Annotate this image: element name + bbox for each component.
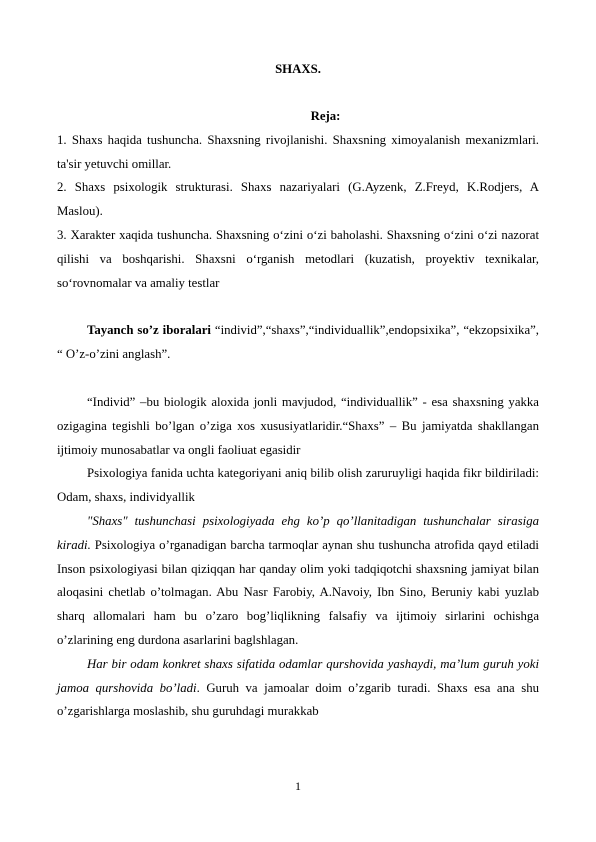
paragraph-group-text: . Guruh va jamoalar doim o’zgarib turadi. Shaxs esa ana shu o’zgarishlarga moslashib, shu guruhdagi murakkab bbox=[57, 680, 539, 719]
page-number: 1 bbox=[295, 779, 301, 793]
document-title: SHAXS. bbox=[275, 62, 321, 76]
keywords-text: “individ”,“shaxs”,“individuallik”,endopsixika”, “ekzopsixika”, “ O’z-o’zini anglash”. bbox=[57, 323, 540, 362]
paragraph-group bbox=[57, 653, 539, 724]
plan-item-2: 2. Shaxs psixologik strukturasi. Shaxs nazariyalari (G.Ayzenk, Z.Freyd, K.Rodjers, A Maslou). bbox=[57, 180, 539, 219]
paragraph-group-italic: Har bir odam konkret shaxs sifatida odamlar qurshovida yashaydi, ma’lum guruh yoki jamoa qurshovida bo’ladi bbox=[57, 656, 539, 695]
paragraph-shaxs-concept-italic: "Shaxs" tushunchasi psixologiyada ehg ko’p qo’llanitadigan tushunchalar sirasiga kiradi. bbox=[57, 513, 539, 552]
document-body bbox=[57, 58, 539, 724]
plan-item-1: 1. Shaxs haqida tushuncha. Shaxsning rivojlanishi. Shaxsning ximoyalanish mexanizmlari. ta'sir yetuvchi omillar. bbox=[57, 132, 539, 171]
keywords-label: Tayanch so’z iboralari bbox=[87, 323, 211, 338]
spacer bbox=[57, 295, 539, 319]
plan-item-3: 3. Xarakter xaqida tushuncha. Shaxsning o‘zini o‘zi baholashi. Shaxsning o‘zini o‘zi nazorat qilishi va boshqarishi. Shaxsni o‘rganish metodlari (kuzatish, proyektiv texnikalar, so‘rovnomalar va amaliy testlar bbox=[57, 227, 539, 290]
plan-title: Reja: bbox=[310, 109, 341, 123]
paragraph-individ: “Individ” –bu biologik aloxida jonli mavjudod, “individuallik” - esa shaxsning yakka ozigagina tegishli bo’lgan o’ziga xos xususiyatlaridir.“Shaxs” – Bu jamiyatda shakllangan ijtimoiy munosabatlar va ongli faoliuat egasidir bbox=[57, 394, 539, 457]
keywords-paragraph bbox=[57, 319, 539, 367]
paragraph-shaxs-concept-text: Psixologiya o’rganadigan barcha tarmoqlar aynan shu tushuncha atrofida qayd etiladi Inson psixologiyasi bilan qiziqqan har qanday olim yoki tadqiqotchi shaxsning jamiyat bilan aloqasini chetlab o’tolmagan. Abu Nasr Farobiy, A.Navoiy, Ibn Sino, Beruniy kabi yuzlab sharq allomalari ham bu o’zaro bog’liqlikning falsafiy va ijtimoiy sirlarini ochishga o’zlarining eng durdona asarlarini baglshlagan. bbox=[57, 537, 539, 647]
paragraph-shaxs-concept bbox=[57, 510, 539, 653]
paragraph-categories: Psixologiya fanida uchta kategoriyani aniq bilib olish zaruruyligi haqida fikr bildiriladi: Odam, shaxs, individyallik bbox=[57, 466, 539, 505]
spacer bbox=[57, 367, 539, 391]
